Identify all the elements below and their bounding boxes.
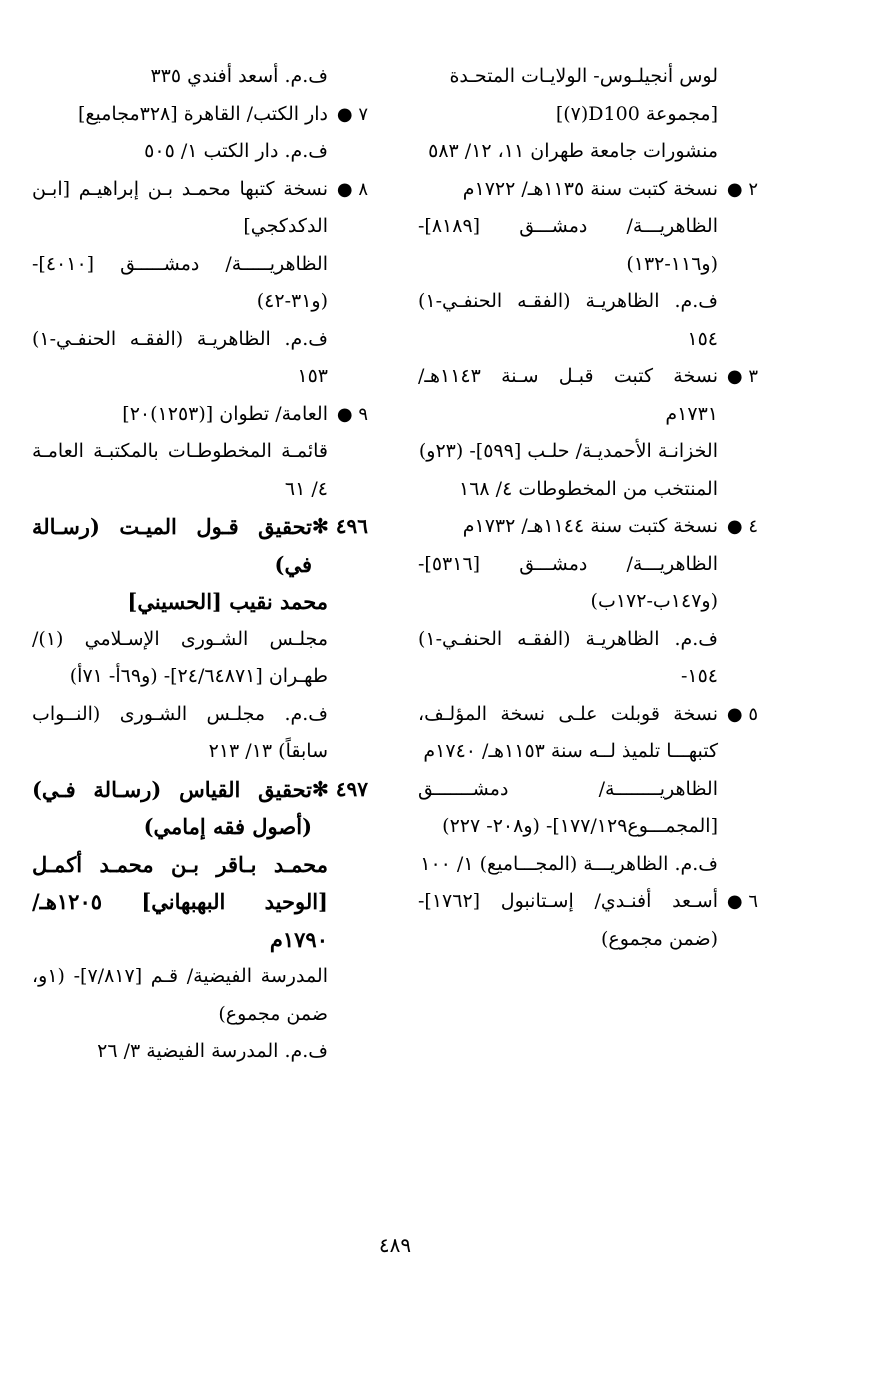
entry-text: ف.م. أسعد أفندي ٣٣٥ [150, 65, 328, 87]
title-marker: ٤٩٧ ✻ [312, 776, 368, 801]
entry-text: منشورات جامعة طهران ١١، ١٢/ ٥٨٣ [428, 140, 718, 162]
entry-marker: ٧ ● [336, 103, 368, 125]
entry-text: الظاهريــــــــة/ دمشـــــــق [المجمـــوع١٧٧/١٢٩]- (و٢٠٨- ٢٢٧) [418, 777, 718, 837]
entry-text: الخزانـة الأحمديـة/ حلـب [٥٩٩]- (٢٣و) [418, 440, 718, 462]
entry-text: الظاهريـــة/ دمشـــق [٥٣١٦]- (و١٤٧ب-١٧٢ب) [418, 552, 718, 612]
manuscript-entry-9 [32, 396, 368, 509]
title-text: تحقيق القياس (رسـالة فـي) (أصول فقه إمامي) [32, 776, 312, 839]
entry-text: ف.م. مجلـس الشـورى (النــواب سابقاً) ١٣/ ٢١٣ [32, 702, 328, 762]
entry-marker: ٣ ● [726, 366, 758, 387]
entry-text: لوس أنجيلـوس- الولايـات المتحـدة [449, 65, 718, 87]
entry-text: ف.م. المدرسة الفيضية ٣/ ٢٦ [97, 1040, 328, 1062]
title-entry-497 [32, 771, 368, 846]
entry-marker: ٥ ● [726, 703, 758, 725]
entry-text: نسخة كتبت قبـل سـنة ١١٤٣هـ/ ١٧٣١م [418, 365, 718, 425]
entry-marker: ٩ ● [336, 403, 368, 425]
manuscript-entry-7 [32, 96, 368, 171]
author-name: محمد نقيب [الحسيني] [127, 589, 328, 614]
left-column [32, 58, 368, 1071]
entry-marker: ٢ ● [726, 178, 758, 200]
title-entry-497-details [32, 846, 368, 1071]
entry-text: قائمـة المخطوطـات بالمكتبـة العامـة ٤/ ٦١ [32, 440, 328, 500]
entry-text: ف.م. دار الكتب ١/ ٥٠٥ [144, 140, 328, 162]
entry-text: ف.م. الظاهريـة (الفقـه الحنفـي-١) ١٥٤- [418, 627, 718, 687]
entry-text: العامة/ تطوان [(١٢٥٣)٢٠] [122, 402, 328, 425]
page-number: ٤٨٩ [378, 1233, 412, 1257]
title-marker: ٤٩٦ ✻ [312, 514, 368, 538]
title-entry-496 [32, 508, 368, 583]
entry-text: ف.م. الظاهريـة (الفقـه الحنفـي-١) ١٥٤ [418, 290, 718, 350]
entry-text: المدرسة الفيضية/ قـم [٧/٨١٧]- (١و، ضمن مجموع) [32, 965, 328, 1025]
entry-continuation [32, 58, 368, 96]
entry-text: دار الكتب/ القاهرة [٣٢٨مجاميع] [77, 102, 328, 125]
entry-text: نسخة قوبلت علـى نسخة المؤلـف، كتبهـــا تلميذ لــه سنة ١١٥٣هـ/ ١٧٤٠م [418, 702, 718, 762]
entry-text: الظاهريـــــة/ دمشـــــق [٤٠١٠]- (و٣١-٤٢) [32, 252, 328, 312]
title-text: تحقيق قـول الميـت (رسـالة في) [32, 514, 312, 577]
entry-marker: ٤ ● [726, 516, 758, 537]
entry-text: الظاهريـــة/ دمشـــق [٨١٨٩]- (و١١٦-١٣٢) [418, 215, 718, 275]
manuscript-entry-4 [418, 508, 758, 696]
manuscript-entry-6 [418, 883, 758, 958]
entry-text: ف.م. الظاهريـة (الفقـه الحنفـي-١) ١٥٣ [32, 327, 328, 387]
entry-text: [مجموعة D100(٧)] [555, 102, 718, 125]
entry-text: نسخة كتبت سنة ١١٣٥هـ/ ١٧٢٢م [462, 177, 718, 200]
entry-text: نسخة كتبت سنة ١١٤٤هـ/ ١٧٣٢م [462, 515, 718, 537]
entry-marker: ٦ ● [726, 891, 758, 912]
entry-continuation [418, 58, 758, 171]
entry-text: أسـعد أفنـدي/ إسـتانبول [١٧٦٢]- (ضمن مجموع) [418, 890, 718, 950]
right-column [418, 58, 758, 958]
entry-text: المنتخب من المخطوطات ٤/ ١٦٨ [458, 477, 718, 500]
entry-text: نسخة كتبها محمـد بـن إبراهيـم [ابـن الدكدكجي] [32, 177, 328, 237]
manuscript-entry-8 [32, 171, 368, 396]
manuscript-entry-3 [418, 358, 758, 508]
author-name: محمـد بـاقر بـن محمـد أكمـل [الوحيد البهبهاني] ١٢٠٥هـ/ ١٧٩٠م [32, 851, 328, 952]
entry-text: مجلـس الشـورى الإسـلامي (١)/ طهـران [٢٤/٦٤٨٧١]- (و٦٩أ- ٧١أ) [32, 627, 328, 687]
title-entry-496-details [32, 583, 368, 771]
entry-marker: ٨ ● [336, 178, 368, 200]
manuscript-entry-2 [418, 171, 758, 359]
manuscript-entry-5 [418, 696, 758, 884]
entry-text: ف.م. الظاهريـــة (المجـــاميع) ١/ ١٠٠ [420, 852, 718, 875]
